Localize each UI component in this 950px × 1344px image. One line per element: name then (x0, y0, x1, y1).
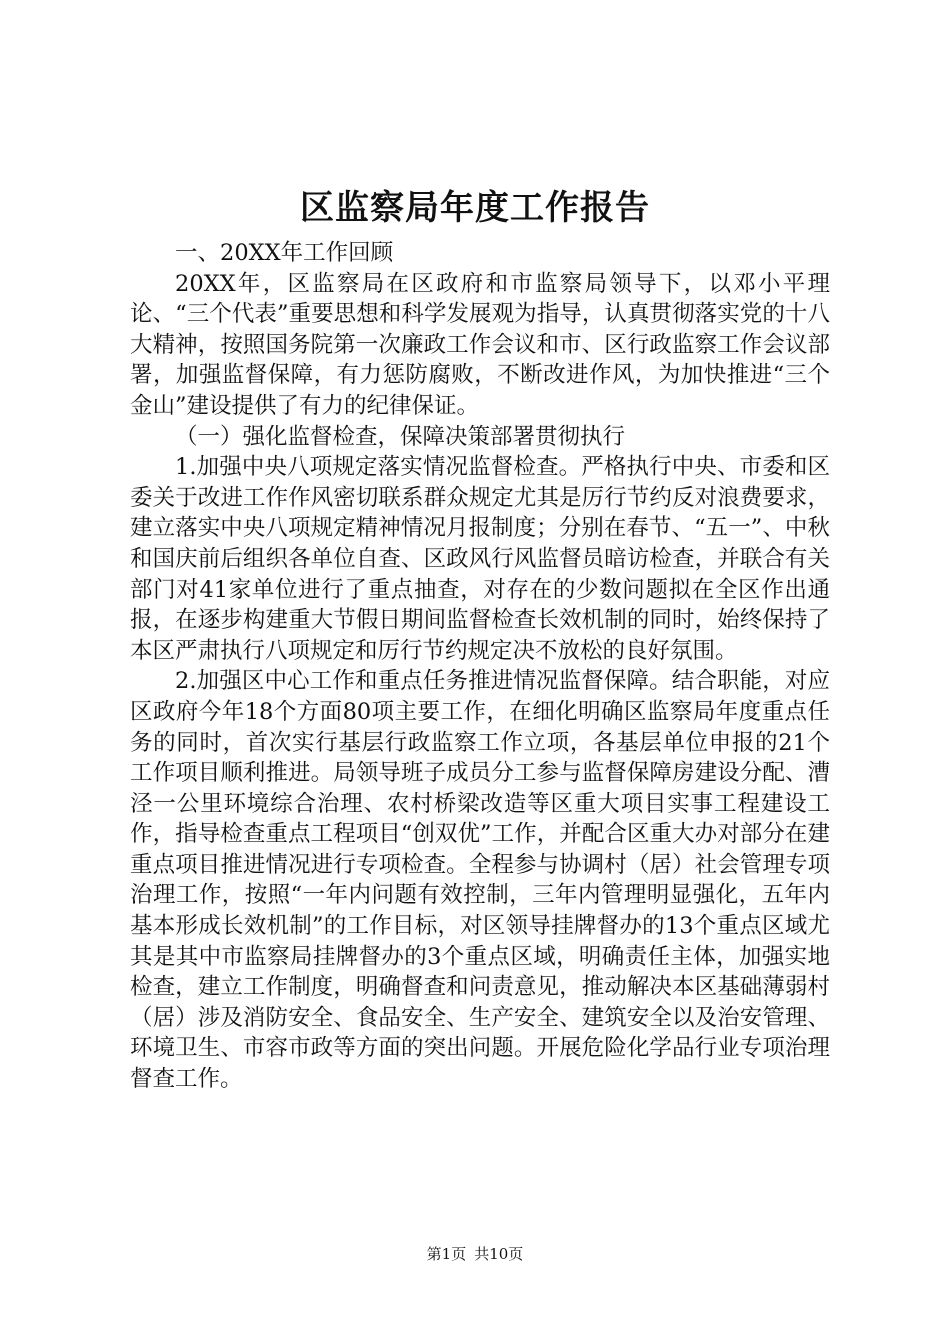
paragraph: 2.加强区中心工作和重点任务推进情况监督保障。结合职能，对应区政府今年18个方面80项主要工作，在细化明确区监察局年度重点任务的同时，首次实行基层行政监察工作立项，各基层单位申报的21个工作项目顺利推进。局领导班子成员分工参与监督保障房建设分配、漕泾一公里环境综合治理、农村桥梁改造等区重大项目实事工程建设工作，指导检查重点工程项目“创双优”工作，并配合区重大办对部分在建重点项目推进情况进行专项检查。全程参与协调村（居）社会管理专项治理工作，按照“一年内问题有效控制，三年内管理明显强化，五年内基本形成长效机制”的工作目标，对区领导挂牌督办的13个重点区域尤其是其中市监察局挂牌督办的3个重点区域，明确责任主体，加强实地检查，建立工作制度，明确督查和问责意见，推动解决本区基础薄弱村（居）涉及消防安全、食品安全、生产安全、建筑安全以及治安管理、环境卫生、市容市政等方面的突出问题。开展危险化学品行业专项治理督查工作。 (130, 668, 830, 1093)
page-total: 共10页 (474, 1245, 524, 1263)
page-number: 第1页 (426, 1245, 467, 1263)
paragraph: 1.加强中央八项规定落实情况监督检查。严格执行中央、市委和区委关于改进工作作风密切联系群众规定尤其是厉行节约反对浪费要求，建立落实中央八项规定精神情况月报制度；分别在春节、“五一”、中秋和国庆前后组织各单位自查、区政风行风监督员暗访检查，并联合有关部门对41家单位进行了重点抽查，对存在的少数问题拟在全区作出通报，在逐步构建重大节假日期间监督检查长效机制的同时，始终保持了本区严肃执行八项规定和厉行节约规定决不放松的良好氛围。 (130, 454, 830, 664)
document-body (130, 238, 830, 1095)
document-title: 区监察局年度工作报告 (300, 188, 650, 228)
section-heading: 一、20XX年工作回顾 (175, 240, 394, 266)
paragraph: 20XX年，区监察局在区政府和市监察局领导下，以邓小平理论、“三个代表”重要思想和科学发展观为指导，认真贯彻落实党的十八大精神，按照国务院第一次廉政工作会议和市、区行政监察工作会议部署，加强监督保障，有力惩防腐败，不断改进作风，为加快推进“三个金山”建设提供了有力的纪律保证。 (130, 270, 830, 419)
subsection-heading: （一）强化监督检查，保障决策部署贯彻执行 (175, 423, 626, 450)
page-footer (0, 1244, 950, 1264)
